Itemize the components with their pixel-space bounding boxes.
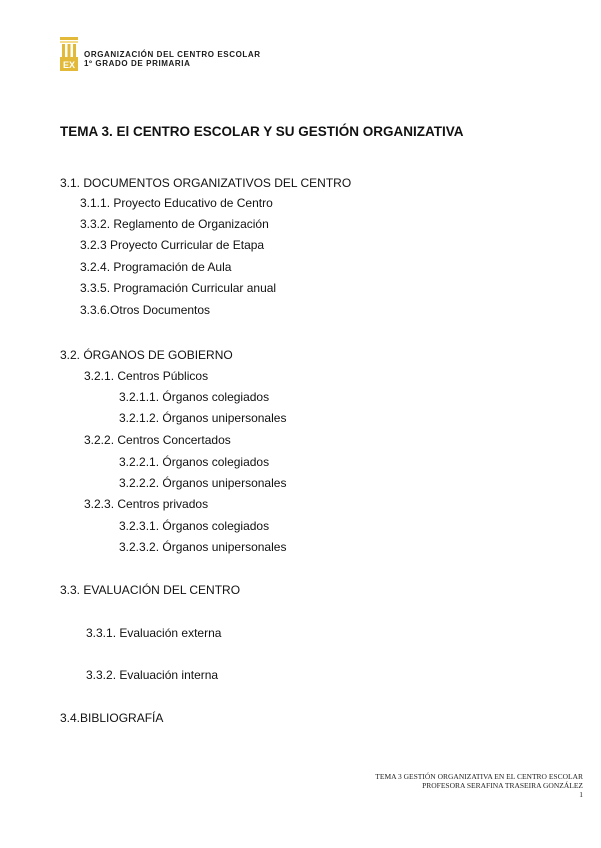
header-grade: 1º GRADO DE PRIMARIA xyxy=(84,59,191,68)
toc-subitem: 3.2.3.2. Órganos unipersonales xyxy=(119,540,287,554)
page-number: 1 xyxy=(579,790,583,799)
page-footer xyxy=(375,772,583,799)
logo-text: EX xyxy=(62,60,76,70)
toc-item: 3.2.3. Centros privados xyxy=(84,497,209,511)
page-title: TEMA 3. El CENTRO ESCOLAR Y SU GESTIÓN ORGANIZATIVA xyxy=(60,124,464,139)
toc-subitem: 3.2.2.1. Órganos colegiados xyxy=(119,455,270,469)
toc-item: 3.3.1. Evaluación externa xyxy=(86,626,222,640)
toc-heading: 3.4.BIBLIOGRAFÍA xyxy=(60,711,164,725)
toc-item: 3.3.2. Evaluación interna xyxy=(86,668,219,682)
header-course-name: ORGANIZACIÓN DEL CENTRO ESCOLAR xyxy=(84,50,261,59)
university-logo-icon xyxy=(60,37,78,71)
toc-heading: 3.3. EVALUACIÓN DEL CENTRO xyxy=(60,583,241,597)
toc-item: 3.3.6.Otros Documentos xyxy=(80,303,211,317)
toc-subitem: 3.2.3.1. Órganos colegiados xyxy=(119,519,270,533)
toc-heading: 3.2. ÓRGANOS DE GOBIERNO xyxy=(60,348,233,362)
toc-item: 3.3.2. Reglamento de Organización xyxy=(80,217,269,231)
toc-item: 3.2.1. Centros Públicos xyxy=(84,369,209,383)
toc-subitem: 3.2.2.2. Órganos unipersonales xyxy=(119,476,287,490)
toc-subitem: 3.2.1.2. Órganos unipersonales xyxy=(119,411,287,425)
toc-subitem: 3.2.1.1. Órganos colegiados xyxy=(119,390,270,404)
toc-item: 3.2.2. Centros Concertados xyxy=(84,433,231,447)
toc-item: 3.3.5. Programación Curricular anual xyxy=(80,281,277,295)
header-text xyxy=(84,50,261,68)
footer-author: PROFESORA SERAFINA TRASEIRA GONZÁLEZ xyxy=(422,781,583,790)
toc-heading: 3.1. DOCUMENTOS ORGANIZATIVOS DEL CENTRO xyxy=(60,176,352,190)
toc-item: 3.2.3 Proyecto Curricular de Etapa xyxy=(80,238,265,252)
toc-item: 3.1.1. Proyecto Educativo de Centro xyxy=(80,196,273,210)
footer-topic: TEMA 3 GESTIÓN ORGANIZATIVA EN EL CENTRO ESCOLAR xyxy=(375,772,583,781)
toc-item: 3.2.4. Programación de Aula xyxy=(80,260,232,274)
